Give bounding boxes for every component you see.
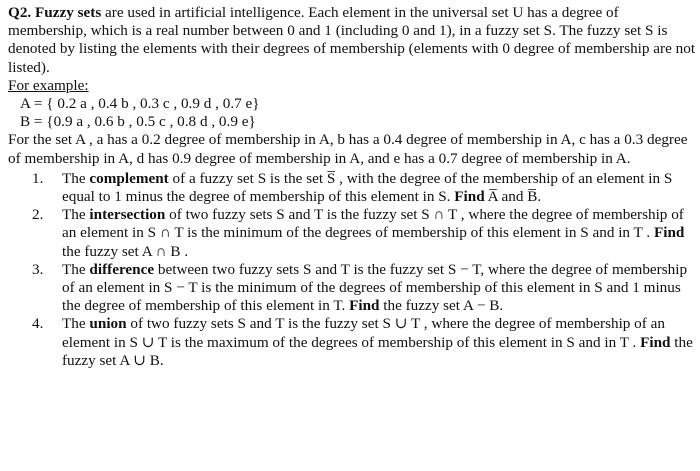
list-item-intersection xyxy=(8,206,696,261)
find-keyword: Find xyxy=(653,224,685,242)
find-keyword: Find xyxy=(640,333,671,351)
set-b-definition: B = {0.9 a , 0.6 b , 0.5 c , 0.8 d , 0.9 e} xyxy=(20,113,256,131)
list-item-difference xyxy=(8,261,696,316)
example-explanation: For the set A , a has a 0.2 degree of membership in A, b has a 0.4 degree of membership in A, c has a 0.3 degree of membership in A, d has 0.9 degree of membership in A, and e has a 0.7 degree of membership in A. xyxy=(8,131,688,167)
list-item-text: The intersection of two fuzzy sets S and T is the fuzzy set S ∩ T , where the degree of membership of an element in S ∩ T is the minimum of the degrees of membership of this element in S and in T . Find the fuzzy set A ∩ B . xyxy=(62,206,685,260)
question-intro xyxy=(8,4,696,77)
term-intersection: intersection xyxy=(89,206,166,224)
list-item-text: The complement of a fuzzy set S is the set S̅ , with the degree of the membership of an element in S equal to 1 minus the degree of membership of this element in S. Find A̅ and B̅. xyxy=(62,169,673,206)
list-item-union xyxy=(8,315,696,370)
example-label: For example: xyxy=(8,76,89,94)
question-list xyxy=(8,170,696,370)
term-union: union xyxy=(89,315,127,333)
set-a-definition: A = { 0.2 a , 0.4 b , 0.3 c , 0.9 d , 0.7 e} xyxy=(20,95,260,113)
find-keyword: Find xyxy=(349,297,380,315)
find-keyword: Find xyxy=(454,188,485,206)
list-item-number: 1. xyxy=(32,169,44,187)
list-item-number: 3. xyxy=(32,260,44,278)
question-label: Q2. xyxy=(8,4,32,21)
list-item-complement xyxy=(8,170,696,206)
list-item-number: 2. xyxy=(32,206,44,224)
list-item-text: The difference between two fuzzy sets S and T is the fuzzy set S − T, where the degree of membership of an element in S − T is the minimum of the degrees of membership of this element in S and 1 minus the degree of membership of this element in T. Find the fuzzy set A − B. xyxy=(62,260,688,315)
question-head: Fuzzy sets xyxy=(35,4,102,21)
question-text: are used in artificial intelligence. Each element in the universal set U has a degree of membership, which is a real number between 0 and 1 (including 0 and 1), in a fuzzy set S. The fuzzy set S is denoted by listing the elements with their degrees of membership (elements with 0 degree of membership are not listed). xyxy=(8,4,696,76)
list-item-text: The union of two fuzzy sets S and T is the fuzzy set S ∪ T , where the degree of membership of an element in S ∪ T is the maximum of the degrees of membership of this element in S and in T . Find the fuzzy set A ∪ B. xyxy=(62,315,693,369)
term-complement: complement xyxy=(89,169,169,187)
list-item-number: 4. xyxy=(32,315,44,333)
term-difference: difference xyxy=(89,260,155,278)
